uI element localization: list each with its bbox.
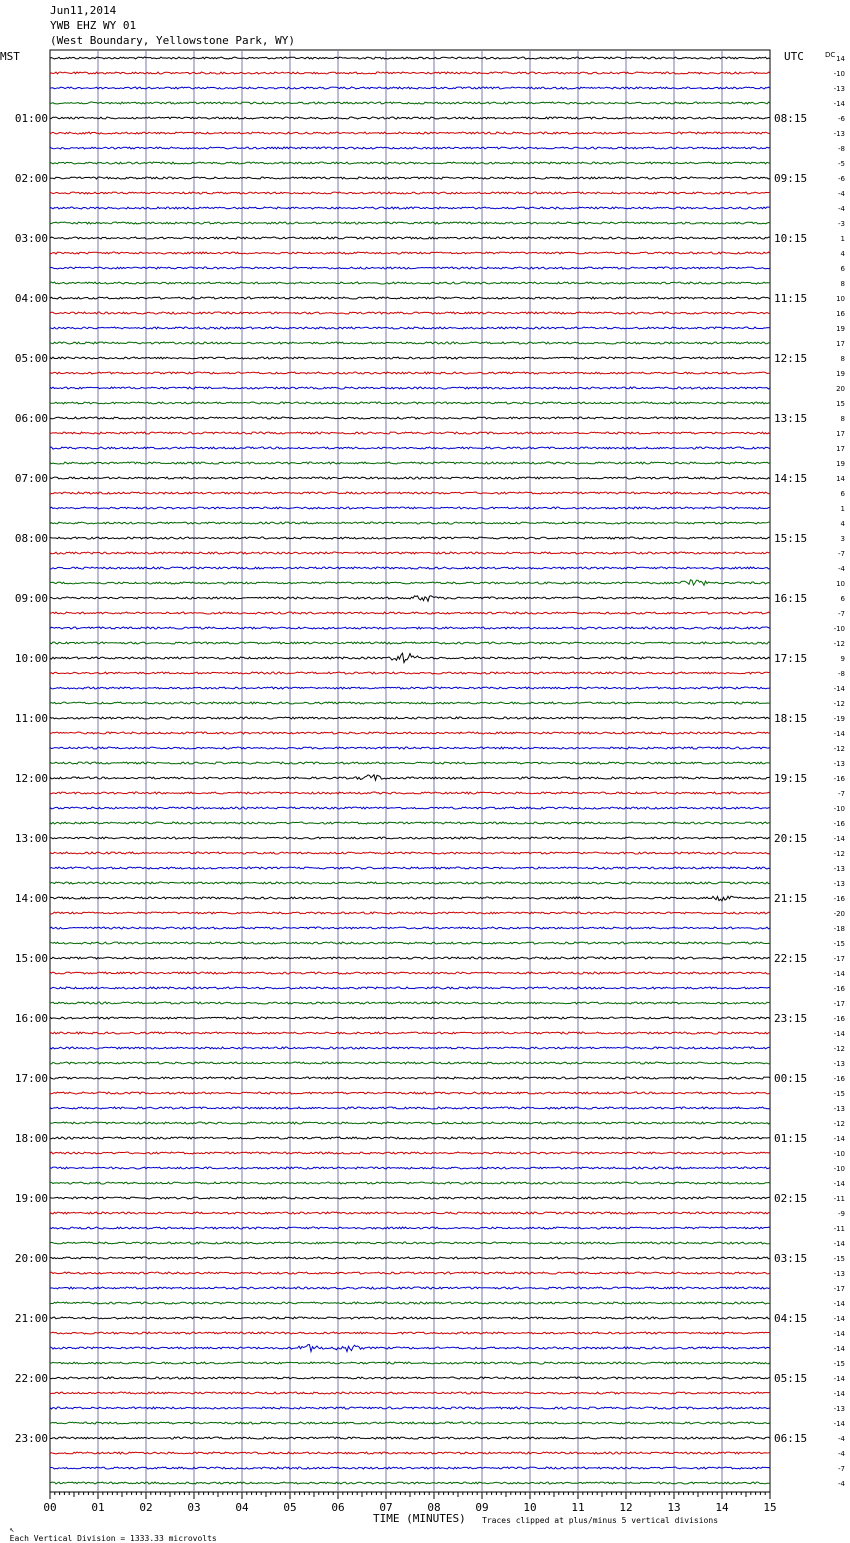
seismic-trace [50,807,770,809]
seismic-trace [50,492,770,494]
utc-hour-label: 14:15 [774,472,808,485]
utc-hour-label: 19:15 [774,772,808,785]
dc-offset-label: -9 [838,1210,845,1218]
dc-offset-label: 19 [836,370,845,378]
x-tick-label: 00 [43,1501,57,1514]
x-tick-label: 08 [427,1501,441,1514]
dc-offset-label: -6 [838,115,845,123]
seismic-trace [50,417,770,419]
dc-header-label: DC [825,51,836,59]
seismic-trace [50,387,770,389]
dc-offset-label: -14 [833,1030,845,1038]
dc-offset-label: 1 [840,505,845,513]
seismic-trace [50,1002,770,1004]
dc-offset-label: -18 [833,925,845,933]
dc-offset-label: -14 [833,1300,845,1308]
dc-offset-label: -14 [833,1345,845,1353]
seismic-trace [50,1257,770,1259]
dc-offset-label: 9 [840,655,845,663]
dc-offset-label: -14 [833,730,845,738]
dc-offset-label: 1 [840,235,845,243]
dc-offset-label: -14 [833,1420,845,1428]
seismic-trace [50,207,770,209]
seismic-trace [50,1272,770,1274]
seismic-trace [50,522,770,524]
dc-offset-label: 3 [840,535,845,543]
dc-offset-label: -13 [833,1060,845,1068]
seismic-trace [50,282,770,284]
utc-hour-label: 17:15 [774,652,808,665]
utc-hour-label: 00:15 [774,1072,808,1085]
seismic-trace [50,177,770,179]
seismic-trace [50,507,770,509]
dc-offset-label: 17 [836,340,845,348]
utc-hour-label: 21:15 [774,892,808,905]
dc-offset-label: -17 [833,1000,845,1008]
x-tick-label: 11 [571,1501,585,1514]
dc-offset-label: 4 [840,250,845,258]
seismic-trace [50,462,770,464]
x-tick-label: 01 [91,1501,105,1514]
dc-offset-label: -12 [833,745,845,753]
utc-hour-label: 02:15 [774,1192,808,1205]
dc-offset-label: 8 [840,280,845,288]
seismic-trace [50,1122,770,1124]
seismic-trace [50,580,770,586]
dc-offset-label: -14 [833,685,845,693]
mst-hour-label: 18:00 [14,1132,48,1145]
seismic-trace [50,327,770,329]
seismic-trace [50,987,770,989]
seismic-trace [50,1197,770,1199]
dc-offset-label: -16 [833,775,845,783]
mst-hour-label: 11:00 [14,712,48,725]
seismic-trace [50,747,770,749]
dc-offset-label: -20 [833,910,845,918]
seismic-trace [50,312,770,314]
dc-offset-label: 19 [836,325,845,333]
x-tick-label: 14 [715,1501,729,1514]
seismic-trace [50,775,770,780]
dc-offset-label: -4 [838,1450,845,1458]
dc-offset-label: -13 [833,1105,845,1113]
dc-offset-label: -8 [838,145,845,153]
seismic-trace [50,267,770,269]
mst-hour-label: 13:00 [14,832,48,845]
seismic-trace [50,1407,770,1409]
utc-hour-label: 09:15 [774,172,808,185]
seismic-trace [50,1227,770,1229]
seismic-trace [50,1452,770,1454]
x-tick-label: 09 [475,1501,489,1514]
utc-hour-label: 10:15 [774,232,808,245]
footer-clip-note: Traces clipped at plus/minus 5 vertical divisions [482,1516,719,1525]
seismic-trace [50,912,770,914]
header-date: Jun11,2014 [50,4,117,17]
seismic-trace [50,147,770,149]
dc-offset-label: -17 [833,1285,845,1293]
dc-offset-label: -15 [833,1255,845,1263]
seismic-trace [50,297,770,299]
mst-label: MST [0,50,20,63]
mst-hour-label: 19:00 [14,1192,48,1205]
utc-hour-label: 05:15 [774,1372,808,1385]
seismic-trace [50,1152,770,1154]
seismic-trace [50,72,770,74]
dc-offset-label: 4 [840,520,845,528]
dc-offset-label: -11 [833,1195,845,1203]
mst-hour-label: 12:00 [14,772,48,785]
seismic-trace [50,1017,770,1019]
seismic-trace [50,717,770,719]
x-tick-label: 15 [763,1501,777,1514]
dc-offset-label: -13 [833,760,845,768]
mst-hour-label: 16:00 [14,1012,48,1025]
dc-offset-label: -7 [838,1465,845,1473]
seismic-trace [50,477,770,479]
dc-offset-label: -13 [833,85,845,93]
dc-offset-label: -3 [838,220,845,228]
mst-hour-label: 05:00 [14,352,48,365]
seismic-trace [50,117,770,119]
dc-offset-label: 6 [840,490,845,498]
mst-hour-label: 04:00 [14,292,48,305]
dc-offset-label: 10 [836,295,845,303]
dc-offset-label: 6 [840,595,845,603]
dc-offset-label: 15 [836,400,845,408]
seismic-trace [50,957,770,959]
seismic-trace [50,1302,770,1304]
dc-offset-label: -16 [833,1075,845,1083]
dc-offset-label: -4 [838,190,845,198]
seismic-trace [50,642,770,644]
dc-offset-label: -14 [833,835,845,843]
dc-offset-label: -16 [833,820,845,828]
header-location: (West Boundary, Yellowstone Park, WY) [50,34,296,47]
seismic-trace [50,1317,770,1319]
x-tick-label: 10 [523,1501,537,1514]
dc-offset-label: -14 [833,1375,845,1383]
seismic-trace [50,567,770,569]
dc-offset-label: -14 [833,1330,845,1338]
dc-offset-label: -14 [833,970,845,978]
utc-hour-label: 22:15 [774,952,808,965]
dc-offset-label: 20 [836,385,845,393]
seismic-trace [50,1332,770,1334]
seismic-trace [50,1182,770,1184]
dc-offset-label: -13 [833,130,845,138]
seismic-trace [50,672,770,674]
dc-offset-label: -10 [833,805,845,813]
dc-offset-label: 8 [840,355,845,363]
seismic-trace [50,1345,770,1352]
seismic-trace [50,792,770,794]
seismic-trace [50,1092,770,1094]
seismic-trace [50,222,770,224]
seismic-trace [50,87,770,89]
seismic-trace [50,1422,770,1424]
dc-offset-label: -16 [833,985,845,993]
dc-offset-label: -7 [838,550,845,558]
dc-offset-label: -5 [838,160,845,168]
dc-offset-label: -7 [838,610,845,618]
utc-hour-label: 06:15 [774,1432,808,1445]
mst-hour-label: 17:00 [14,1072,48,1085]
seismic-trace [50,1032,770,1034]
seismic-trace [50,192,770,194]
seismic-trace [50,762,770,764]
utc-hour-label: 15:15 [774,532,808,545]
seismic-trace [50,102,770,104]
seismic-trace [50,1287,770,1289]
seismic-trace [50,1212,770,1214]
seismic-trace [50,972,770,974]
dc-offset-label: -13 [833,880,845,888]
seismic-trace [50,1242,770,1244]
dc-offset-label: -4 [838,1435,845,1443]
x-tick-label: 06 [331,1501,345,1514]
dc-offset-label: -12 [833,850,845,858]
mst-hour-label: 21:00 [14,1312,48,1325]
utc-hour-label: 16:15 [774,592,808,605]
x-tick-label: 07 [379,1501,393,1514]
mst-hour-label: 14:00 [14,892,48,905]
mst-hour-label: 08:00 [14,532,48,545]
header-station: YWB EHZ WY 01 [50,19,137,32]
x-tick-label: 13 [667,1501,681,1514]
dc-offset-label: -14 [833,1390,845,1398]
seismic-trace [50,627,770,629]
seismic-trace [50,852,770,854]
seismic-trace [50,702,770,704]
dc-offset-label: -13 [833,865,845,873]
dc-offset-label: -12 [833,1120,845,1128]
x-tick-label: 12 [619,1501,633,1514]
utc-hour-label: 11:15 [774,292,808,305]
seismic-trace [50,372,770,374]
utc-hour-label: 01:15 [774,1132,808,1145]
dc-offset-label: -15 [833,940,845,948]
utc-hour-label: 04:15 [774,1312,808,1325]
dc-offset-label: -14 [833,1180,845,1188]
x-tick-label: 03 [187,1501,201,1514]
seismic-trace [50,896,770,901]
dc-offset-label: -15 [833,1360,845,1368]
seismic-trace [50,162,770,164]
dc-offset-label: -10 [833,70,845,78]
plot-frame [50,50,770,1492]
utc-label: UTC [784,50,804,63]
seismic-trace [50,1137,770,1139]
x-tick-label: 02 [139,1501,153,1514]
dc-offset-label: -8 [838,670,845,678]
dc-offset-label: -4 [838,1480,845,1488]
footer-mark: ↖ [9,1525,15,1534]
seismic-trace [50,687,770,689]
dc-offset-label: -14 [833,1135,845,1143]
footer-scale-note [0,1516,217,1543]
dc-offset-label: -12 [833,640,845,648]
dc-offset-label: -7 [838,790,845,798]
seismic-trace [50,1047,770,1049]
dc-offset-label: 8 [840,415,845,423]
mst-hour-label: 09:00 [14,592,48,605]
seismic-trace [50,252,770,254]
seismic-trace [50,1377,770,1379]
dc-offset-label: -11 [833,1225,845,1233]
seismic-trace [50,447,770,449]
seismic-trace [50,732,770,734]
utc-hour-label: 23:15 [774,1012,808,1025]
dc-offset-label: 6 [840,265,845,273]
dc-offset-label: -19 [833,715,845,723]
mst-hour-label: 01:00 [14,112,48,125]
seismic-trace [50,1467,770,1469]
mst-hour-label: 07:00 [14,472,48,485]
seismic-trace [50,1107,770,1109]
dc-offset-label: -14 [833,1315,845,1323]
mst-hour-label: 06:00 [14,412,48,425]
x-axis-title: TIME (MINUTES) [373,1512,466,1525]
seismic-trace [50,1437,770,1439]
seismic-trace [50,537,770,539]
dc-offset-label: -4 [838,205,845,213]
dc-offset-label: -14 [833,1240,845,1248]
seismic-trace [50,57,770,59]
dc-offset-label: 19 [836,460,845,468]
dc-offset-label: -15 [833,1090,845,1098]
seismic-trace [50,1482,770,1484]
dc-offset-label: -16 [833,895,845,903]
dc-offset-label: 16 [836,310,845,318]
x-tick-label: 05 [283,1501,297,1514]
utc-hour-label: 12:15 [774,352,808,365]
utc-hour-label: 20:15 [774,832,808,845]
dc-offset-label: -4 [838,565,845,573]
seismic-trace [50,612,770,614]
dc-offset-label: 17 [836,430,845,438]
dc-offset-label: -10 [833,625,845,633]
utc-hour-label: 03:15 [774,1252,808,1265]
seismic-trace [50,1062,770,1064]
dc-offset-label: -13 [833,1405,845,1413]
seismic-trace [50,342,770,344]
mst-hour-label: 10:00 [14,652,48,665]
mst-hour-label: 15:00 [14,952,48,965]
seismic-trace [50,402,770,404]
utc-hour-label: 18:15 [774,712,808,725]
footer-scale-text: Each Vertical Division = 1333.33 microvolts [9,1534,217,1543]
dc-offset-label: 14 [836,55,845,63]
mst-hour-label: 20:00 [14,1252,48,1265]
seismic-trace [50,882,770,884]
utc-hour-label: 13:15 [774,412,808,425]
seismic-trace [50,1362,770,1364]
dc-offset-label: 17 [836,445,845,453]
dc-offset-label: 14 [836,475,845,483]
seismic-trace [50,837,770,839]
seismic-trace [50,1167,770,1169]
seismic-trace [50,132,770,134]
dc-offset-label: -13 [833,1270,845,1278]
seismic-trace [50,237,770,239]
dc-offset-label: -10 [833,1165,845,1173]
seismic-trace [50,653,770,662]
dc-offset-label: -10 [833,1150,845,1158]
x-tick-label: 04 [235,1501,249,1514]
seismic-trace [50,596,770,601]
seismic-trace [50,357,770,359]
dc-offset-label: -12 [833,1045,845,1053]
seismic-trace [50,942,770,944]
seismic-trace [50,552,770,554]
dc-offset-label: -16 [833,1015,845,1023]
dc-offset-label: -17 [833,955,845,963]
mst-hour-label: 02:00 [14,172,48,185]
seismic-trace [50,1392,770,1394]
dc-offset-label: -14 [833,100,845,108]
seismic-trace [50,1077,770,1079]
mst-hour-label: 23:00 [14,1432,48,1445]
seismic-trace [50,822,770,824]
mst-hour-label: 03:00 [14,232,48,245]
mst-hour-label: 22:00 [14,1372,48,1385]
utc-hour-label: 08:15 [774,112,808,125]
seismic-trace [50,927,770,929]
dc-offset-label: -6 [838,175,845,183]
dc-offset-label: -12 [833,700,845,708]
seismic-trace [50,867,770,869]
seismic-trace [50,432,770,434]
dc-offset-label: 10 [836,580,845,588]
